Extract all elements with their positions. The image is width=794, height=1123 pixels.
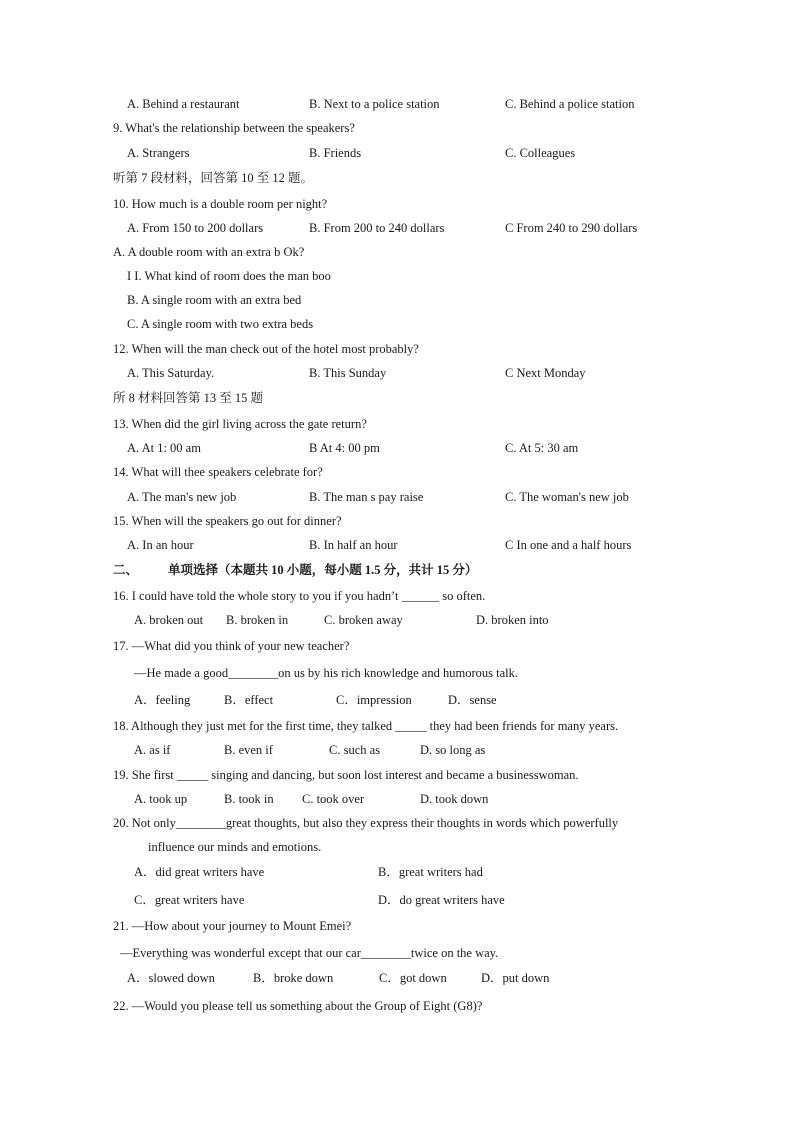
q13-opts-text-2: C. At 5: 30 am — [505, 441, 579, 455]
q20-opts1-text-0: A．did great writers have — [134, 865, 265, 879]
q21-text-0: 21. —How about your journey to Mount Emei? — [113, 919, 352, 933]
q16-text-0: 16. I could have told the whole story to you if you hadn’t ______ so often. — [113, 589, 486, 603]
q14-opts-text-0: A. The man's new job — [127, 490, 237, 504]
q8-opts-text-1: B. Next to a police station — [309, 97, 440, 111]
q10-text-0: 10. How much is a double room per night? — [113, 197, 328, 211]
q15-opts-text-1: B. In half an hour — [309, 538, 398, 552]
q21-opts-text-1: B．broke down — [253, 971, 334, 985]
q12-opts-text-0: A. This Saturday. — [127, 366, 215, 380]
q18-text-0: 18. Although they just met for the first time, they talked _____ they had been friends for many years. — [113, 719, 619, 733]
q9-opts-text-2: C. Colleagues — [505, 146, 576, 160]
q10-opts-text-1: B. From 200 to 240 dollars — [309, 221, 445, 235]
q11b-text-0: B. A single room with an extra bed — [127, 293, 302, 307]
q20b-text-0: influence our minds and emotions. — [148, 840, 322, 854]
q18-opts-text-0: A. as if — [134, 743, 171, 757]
q20-opts2-text-0: C．great writers have — [134, 893, 245, 907]
q20-text-0: 20. Not only________great thoughts, but also they express their thoughts in words which powerfully — [113, 816, 619, 830]
q14-opts-text-2: C. The woman's new job — [505, 490, 629, 504]
sec7-text-0: 听第 7 段材料，回答第 10 至 12 题。 — [113, 171, 314, 185]
q22-text-0: 22. —Would you please tell us something about the Group of Eight (G8)? — [113, 999, 483, 1013]
q12-opts-text-2: C Next Monday — [505, 366, 586, 380]
sec2-text-0: 二、 — [113, 563, 139, 577]
q14-opts-text-1: B. The man s pay raise — [309, 490, 424, 504]
q21-opts-text-2: C．got down — [379, 971, 447, 985]
q10-opts-text-2: C From 240 to 290 dollars — [505, 221, 638, 235]
q15-text-0: 15. When will the speakers go out for dinner? — [113, 514, 342, 528]
q11-text-0: I I. What kind of room does the man boo — [127, 269, 331, 283]
q16-opts-text-0: A. broken out — [134, 613, 204, 627]
q18-opts-text-3: D. so long as — [420, 743, 486, 757]
q19-opts-text-1: B. took in — [224, 792, 274, 806]
q16-opts-text-2: C. broken away — [324, 613, 403, 627]
q19-text-0: 19. She first _____ singing and dancing, but soon lost interest and became a businesswoman. — [113, 768, 579, 782]
q17-opts-text-2: C．impression — [336, 693, 412, 707]
q13-opts-text-0: A. At 1: 00 am — [127, 441, 201, 455]
q17b-text-0: —He made a good________on us by his rich knowledge and humorous talk. — [134, 666, 518, 680]
q8-opts-text-0: A. Behind a restaurant — [127, 97, 240, 111]
q17-text-0: 17. —What did you think of your new teacher? — [113, 639, 350, 653]
q12-text-0: 12. When will the man check out of the hotel most probably? — [113, 342, 419, 356]
q18-opts-text-1: B. even if — [224, 743, 273, 757]
q16-opts-text-1: B. broken in — [226, 613, 289, 627]
q15-opts-text-0: A. In an hour — [127, 538, 194, 552]
q13-text-0: 13. When did the girl living across the gate return? — [113, 417, 367, 431]
q18-opts-text-2: C. such as — [329, 743, 381, 757]
q10-opts-text-0: A. From 150 to 200 dollars — [127, 221, 264, 235]
q20-opts2-text-1: D．do great writers have — [378, 893, 505, 907]
q13-opts-text-1: B At 4: 00 pm — [309, 441, 380, 455]
sec8-text-0: 所 8 材料回答第 13 至 15 题 — [113, 391, 264, 405]
q17-opts-text-3: D．sense — [448, 693, 497, 707]
q11a-text-0: A. A double room with an extra b Ok? — [113, 245, 305, 259]
q19-opts-text-3: D. took down — [420, 792, 489, 806]
sec2-text-1: 单项选择（本题共 10 小题，每小题 1.5 分，共计 15 分） — [168, 563, 478, 577]
q17-opts-text-1: B．effect — [224, 693, 274, 707]
q16-opts-text-3: D. broken into — [476, 613, 549, 627]
q14-text-0: 14. What will thee speakers celebrate for? — [113, 465, 323, 479]
q19-opts-text-0: A. took up — [134, 792, 188, 806]
q12-opts-text-1: B. This Sunday — [309, 366, 387, 380]
q9-opts-text-0: A. Strangers — [127, 146, 190, 160]
q8-opts-text-2: C. Behind a police station — [505, 97, 635, 111]
q21b-text-0: —Everything was wonderful except that our car________twice on the way. — [120, 946, 499, 960]
q20-opts1-text-1: B．great writers had — [378, 865, 483, 879]
q21-opts-text-0: A．slowed down — [127, 971, 215, 985]
q15-opts-text-2: C In one and a half hours — [505, 538, 632, 552]
q21-opts-text-3: D．put down — [481, 971, 550, 985]
q19-opts-text-2: C. took over — [302, 792, 365, 806]
q9-opts-text-1: B. Friends — [309, 146, 362, 160]
q17-opts-text-0: A．feeling — [134, 693, 191, 707]
q11c-text-0: C. A single room with two extra beds — [127, 317, 314, 331]
q9-text-0: 9. What's the relationship between the speakers? — [113, 121, 355, 135]
